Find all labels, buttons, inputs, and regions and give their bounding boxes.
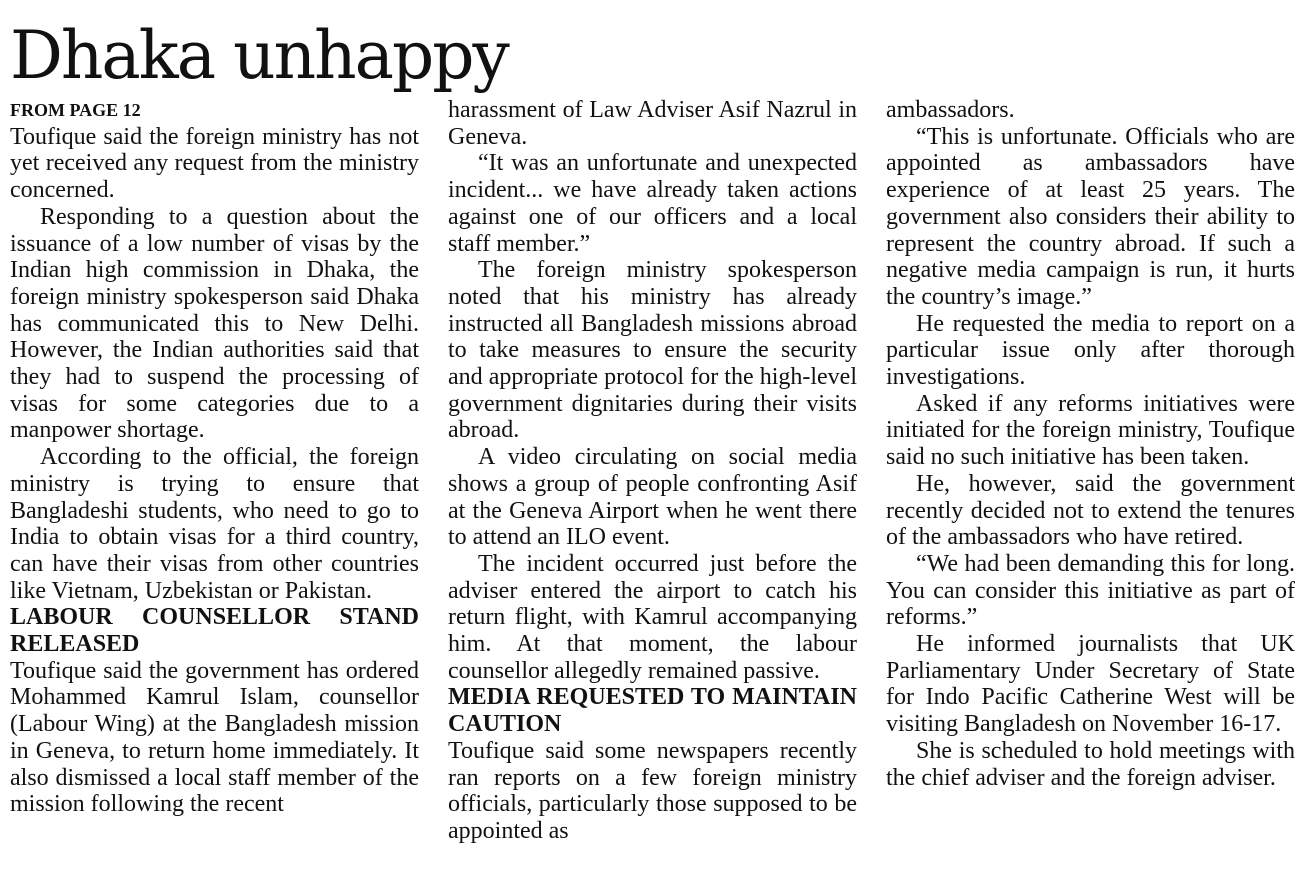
paragraph: He, however, said the government recently decided not to extend the tenures of the ambassadors who have retired. xyxy=(886,470,1295,551)
paragraph: A video circulating on social media shows a group of people confronting Asif at the Geneva Airport when he went there to attend an ILO event. xyxy=(448,444,857,551)
paragraph: He informed journalists that UK Parliamentary Under Secretary of State for Indo Pacific Catherine West will be visiting Bangladesh on November 16-17. xyxy=(886,631,1295,738)
article-column-1 xyxy=(10,97,419,818)
article-column-2 xyxy=(448,97,857,845)
paragraph: The foreign ministry spokesperson noted that his ministry has already instructed all Bangladesh missions abroad to take measures to ensure the security and appropriate protocol for the high-level government dignitaries during their visits abroad. xyxy=(448,257,857,444)
article-column-3 xyxy=(886,97,1295,791)
paragraph: Responding to a question about the issuance of a low number of visas by the Indian high commission in Dhaka, the foreign ministry spokesperson said Dhaka has communicated this to New Delhi. However, the Indian authorities said that they had to suspend the processing of visas for some categories due to a manpower shortage. xyxy=(10,203,419,444)
paragraph: “This is unfortunate. Officials who are appointed as ambassadors have experience of at least 25 years. The government also considers their ability to represent the country abroad. If such a negative media campaign is run, it hurts the country’s image.” xyxy=(886,123,1295,310)
paragraph-continuation: ambassadors. xyxy=(886,97,1015,123)
paragraph-continuation: harassment of Law Adviser Asif Nazrul in Geneva. xyxy=(448,97,857,150)
headline: Dhaka unhappy xyxy=(10,17,508,94)
subheading: LABOUR COUNSELLOR STAND RELEASED xyxy=(10,604,419,658)
paragraph: She is scheduled to hold meetings with the chief adviser and the foreign adviser. xyxy=(886,737,1295,791)
paragraph: According to the official, the foreign ministry is trying to ensure that Bangladeshi students, who need to go to India to obtain visas for a third country, can have their visas from other countries like Vietnam, Uzbekistan or Pakistan. xyxy=(10,444,419,604)
paragraph: The incident occurred just before the adviser entered the airport to catch his return flight, with Kamrul accompanying him. At that moment, the labour counsellor allegedly remained passive. xyxy=(448,550,857,684)
continuation-kicker: FROM PAGE 12 xyxy=(10,100,141,120)
paragraph: “We had been demanding this for long. You can consider this initiative as part of reforms.” xyxy=(886,550,1295,631)
subheading: MEDIA REQUESTED TO MAINTAIN CAUTION xyxy=(448,684,857,738)
paragraph: Asked if any reforms initiatives were initiated for the foreign ministry, Toufique said no such initiative has been taken. xyxy=(886,390,1295,471)
paragraph: Toufique said the foreign ministry has not yet received any request from the ministry concerned. xyxy=(10,123,419,204)
paragraph: He requested the media to report on a particular issue only after thorough investigations. xyxy=(886,310,1295,391)
paragraph: Toufique said the government has ordered Mohammed Kamrul Islam, counsellor (Labour Wing) at the Bangladesh mission in Geneva, to return home immediately. It also dismissed a local staff member of the mission following the recent xyxy=(10,657,419,818)
paragraph: “It was an unfortunate and unexpected incident... we have already taken actions against one of our officers and a local staff member.” xyxy=(448,150,857,257)
paragraph: Toufique said some newspapers recently ran reports on a few foreign ministry officials, particularly those supposed to be appointed as xyxy=(448,737,857,844)
